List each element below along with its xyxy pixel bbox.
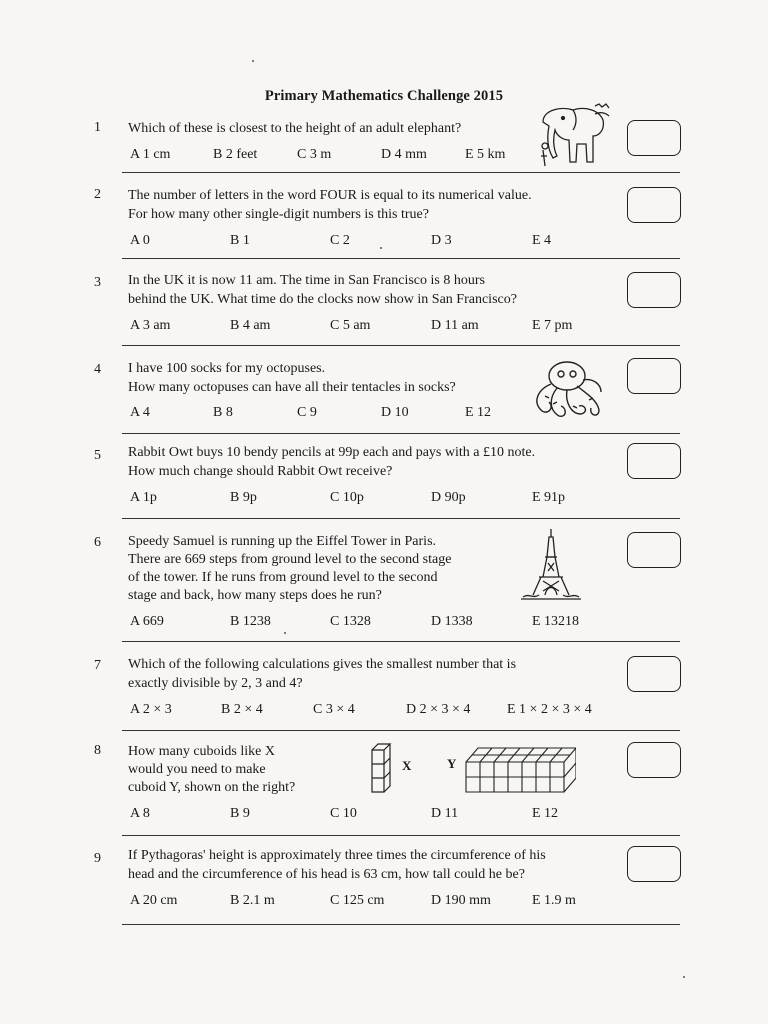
option-a[interactable]: A 669 xyxy=(130,614,164,629)
option-a[interactable]: A 3 am xyxy=(130,318,171,333)
option-b[interactable]: B 9 xyxy=(230,806,250,821)
option-c[interactable]: C 3 × 4 xyxy=(313,702,355,717)
divider xyxy=(122,730,680,731)
option-e[interactable]: E 5 km xyxy=(465,147,506,162)
octopus-illustration xyxy=(527,356,607,422)
question-number: 1 xyxy=(94,120,101,135)
answer-box[interactable] xyxy=(627,742,681,778)
option-b[interactable]: B 2.1 m xyxy=(230,893,275,908)
question-text-line-1: In the UK it is now 11 am. The time in San Francisco is 8 hours xyxy=(128,273,485,288)
divider xyxy=(122,641,680,642)
question-text-line-2: behind the UK. What time do the clocks now show in San Francisco? xyxy=(128,292,517,307)
answer-box[interactable] xyxy=(627,358,681,394)
option-a[interactable]: A 8 xyxy=(130,806,150,821)
question-text-line-2: How much change should Rabbit Owt receive? xyxy=(128,464,393,479)
option-a[interactable]: A 0 xyxy=(130,233,150,248)
question-text-line-1: I have 100 socks for my octopuses. xyxy=(128,361,326,376)
option-c[interactable]: C 9 xyxy=(297,405,317,420)
elephant-illustration xyxy=(533,100,613,170)
option-a[interactable]: A 1p xyxy=(130,490,157,505)
question-number: 7 xyxy=(94,658,101,673)
answer-box[interactable] xyxy=(627,120,681,156)
divider xyxy=(122,172,680,173)
question-text-line-1: How many cuboids like X xyxy=(128,744,275,759)
option-b[interactable]: B 2 feet xyxy=(213,147,258,162)
option-a[interactable]: A 4 xyxy=(130,405,150,420)
option-e[interactable]: E 13218 xyxy=(532,614,580,629)
option-c[interactable]: C 5 am xyxy=(330,318,371,333)
option-e[interactable]: E 1 × 2 × 3 × 4 xyxy=(507,702,592,717)
option-a[interactable]: A 2 × 3 xyxy=(130,702,172,717)
worksheet-title: Primary Mathematics Challenge 2015 xyxy=(264,88,504,104)
option-b[interactable]: B 1238 xyxy=(230,614,271,629)
option-d[interactable]: D 90p xyxy=(431,490,466,505)
scan-speck xyxy=(683,976,685,978)
option-e[interactable]: E 12 xyxy=(532,806,559,821)
option-c[interactable]: C 1328 xyxy=(330,614,371,629)
question-number: 8 xyxy=(94,743,101,758)
answer-box[interactable] xyxy=(627,656,681,692)
cuboid-y-drawing xyxy=(464,744,576,794)
divider xyxy=(122,258,680,259)
question-number: 2 xyxy=(94,187,101,202)
option-d[interactable]: D 11 xyxy=(431,806,459,821)
divider xyxy=(122,518,680,519)
question-text-line-4: stage and back, how many steps does he run? xyxy=(128,588,382,603)
option-e[interactable]: E 12 xyxy=(465,405,492,420)
cuboid-y-label: Y xyxy=(447,756,457,771)
question-text-line-1: Speedy Samuel is running up the Eiffel Tower in Paris. xyxy=(128,534,437,549)
question-number: 6 xyxy=(94,535,101,550)
eiffel-tower-illustration xyxy=(519,527,583,603)
question-text-line-1: Which of the following calculations gives the smallest number that is xyxy=(128,657,517,672)
option-d[interactable]: D 2 × 3 × 4 xyxy=(406,702,471,717)
option-d[interactable]: D 190 mm xyxy=(431,893,491,908)
option-a[interactable]: A 1 cm xyxy=(130,147,171,162)
option-e[interactable]: E 91p xyxy=(532,490,566,505)
option-d[interactable]: D 1338 xyxy=(431,614,473,629)
scan-speck xyxy=(252,60,254,62)
question-text-line-2: There are 669 steps from ground level to the second stage xyxy=(128,552,452,567)
question-text-line-1: Rabbit Owt buys 10 bendy pencils at 99p each and pays with a £10 note. xyxy=(128,445,536,460)
question-text-line-1: The number of letters in the word FOUR is equal to its numerical value. xyxy=(128,188,532,203)
question-text-line-2: would you need to make xyxy=(128,762,266,777)
option-d[interactable]: D 4 mm xyxy=(381,147,427,162)
scan-speck xyxy=(284,632,286,634)
option-d[interactable]: D 3 xyxy=(431,233,452,248)
question-text-line-3: cuboid Y, shown on the right? xyxy=(128,780,296,795)
option-e[interactable]: E 1.9 m xyxy=(532,893,576,908)
option-c[interactable]: C 3 m xyxy=(297,147,332,162)
answer-box[interactable] xyxy=(627,272,681,308)
answer-box[interactable] xyxy=(627,846,681,882)
question-text-line-3: of the tower. If he runs from ground level to the second xyxy=(128,570,438,585)
question-text-line-2: For how many other single-digit numbers is this true? xyxy=(128,207,429,222)
question-number: 5 xyxy=(94,448,101,463)
cuboid-x-drawing xyxy=(368,740,394,794)
question-text-line-2: exactly divisible by 2, 3 and 4? xyxy=(128,676,303,691)
question-number: 4 xyxy=(94,362,101,377)
divider xyxy=(122,433,680,434)
option-e[interactable]: E 7 pm xyxy=(532,318,573,333)
option-e[interactable]: E 4 xyxy=(532,233,552,248)
option-b[interactable]: B 4 am xyxy=(230,318,271,333)
option-a[interactable]: A 20 cm xyxy=(130,893,178,908)
scan-speck xyxy=(380,247,382,249)
question-text-line-1: If Pythagoras' height is approximately three times the circumference of his xyxy=(128,848,546,863)
option-b[interactable]: B 8 xyxy=(213,405,233,420)
answer-box[interactable] xyxy=(627,187,681,223)
option-c[interactable]: C 2 xyxy=(330,233,350,248)
cuboids-diagram xyxy=(368,740,578,796)
option-c[interactable]: C 10p xyxy=(330,490,364,505)
question-text-line-2: head and the circumference of his head is 63 cm, how tall could he be? xyxy=(128,867,525,882)
option-c[interactable]: C 125 cm xyxy=(330,893,385,908)
divider xyxy=(122,345,680,346)
question-number: 9 xyxy=(94,851,101,866)
option-d[interactable]: D 11 am xyxy=(431,318,479,333)
question-text-line-2: How many octopuses can have all their tentacles in socks? xyxy=(128,380,456,395)
answer-box[interactable] xyxy=(627,443,681,479)
option-b[interactable]: B 9p xyxy=(230,490,257,505)
cuboid-x-label: X xyxy=(402,758,412,773)
option-b[interactable]: B 1 xyxy=(230,233,250,248)
divider xyxy=(122,924,680,925)
answer-box[interactable] xyxy=(627,532,681,568)
option-b[interactable]: B 2 × 4 xyxy=(221,702,263,717)
question-text: Which of these is closest to the height of an adult elephant? xyxy=(128,121,462,136)
divider xyxy=(122,835,680,836)
option-d[interactable]: D 10 xyxy=(381,405,409,420)
option-c[interactable]: C 10 xyxy=(330,806,357,821)
question-number: 3 xyxy=(94,275,101,290)
